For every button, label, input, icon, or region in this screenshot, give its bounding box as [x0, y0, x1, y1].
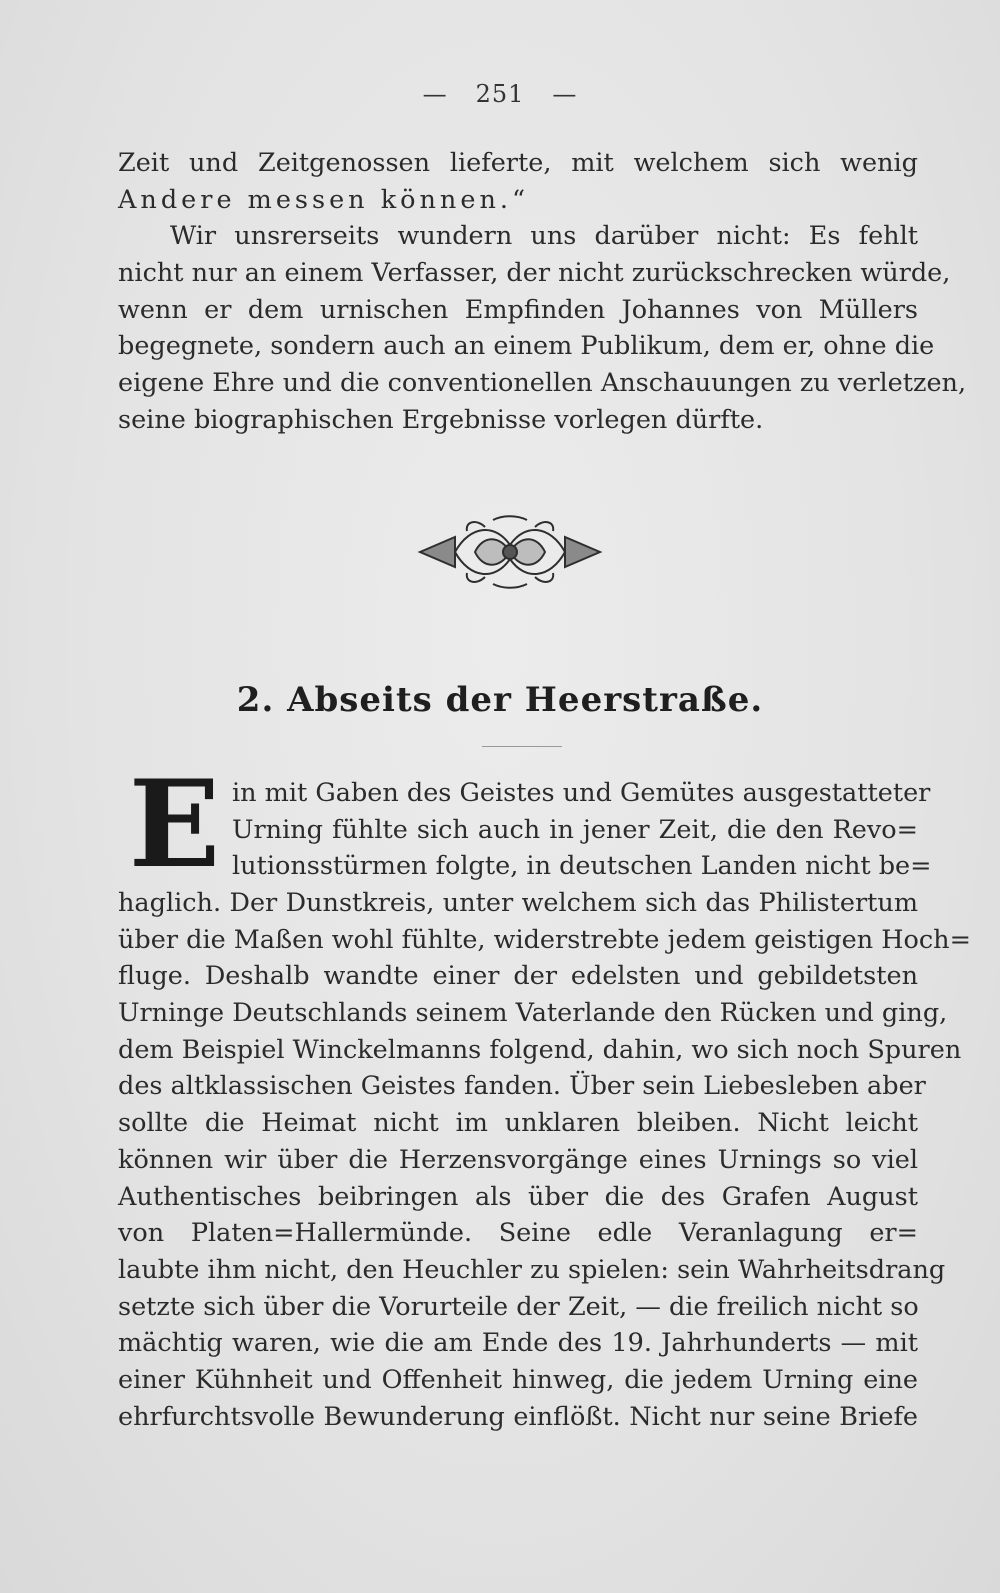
text-line: nicht nur an einem Verfasser, der nicht zurückschrecken würde,	[118, 258, 951, 289]
text-line: des altklassischen Geistes fanden. Über sein Liebesleben aber	[118, 1071, 926, 1102]
text-line: Urning fühlte sich auch in jener Zeit, die den Revo=	[232, 814, 918, 845]
text-line: eigene Ehre und die conventionellen Anschauungen zu verletzen,	[118, 368, 967, 399]
text-line: über die Maßen wohl fühlte, widerstrebte jedem geistigen Hoch=	[118, 924, 971, 955]
text-line: einer Kühnheit und Offenheit hinweg, die jedem Urning eine	[118, 1364, 918, 1395]
header-dash-right: —	[552, 80, 578, 108]
text-line: laubte ihm nicht, den Heuchler zu spielen: sein Wahrheitsdrang	[118, 1254, 946, 1285]
text-line: begegnete, sondern auch an einem Publikum, dem er, ohne die	[118, 331, 935, 362]
page-number: 251	[475, 80, 525, 108]
text-line: in mit Gaben des Geistes und Gemütes ausgestatteter	[232, 778, 931, 808]
text-line: lutionsstürmen folgte, in deutschen Landen nicht be=	[232, 851, 932, 882]
section-heading: 2. Abseits der Heerstraße.	[236, 680, 764, 720]
text-line: fluge. Deshalb wandte einer der edelsten und gebildetsten	[118, 961, 918, 992]
text-line: von Platen=Hallermünde. Seine edle Veranlagung er=	[118, 1218, 918, 1249]
text-line: setzte sich über die Vorurteile der Zeit, — die freilich nicht so	[118, 1291, 919, 1322]
paragraph-2-indented	[232, 775, 932, 885]
text-line: Urninge Deutschlands seinem Vaterlande den Rücken und ging,	[118, 998, 948, 1029]
text-line: haglich. Der Dunstkreis, unter welchem sich das Philistertum	[118, 888, 918, 918]
page-header	[0, 80, 1000, 108]
text-line: Wir unsrerseits wundern uns darüber nicht: Es fehlt	[170, 221, 918, 252]
text-line: können wir über die Herzensvorgänge eines Urnings so viel	[118, 1144, 918, 1175]
paragraph-1	[118, 145, 967, 439]
text-line: dem Beispiel Winckelmanns folgend, dahin, wo sich noch Spuren	[118, 1034, 962, 1065]
text-line: Andere messen können.“	[118, 184, 530, 215]
text-line: sollte die Heimat nicht im unklaren bleiben. Nicht leicht	[118, 1108, 918, 1139]
text-line: Zeit und Zeitgenossen lieferte, mit welchem sich wenig	[118, 148, 918, 178]
header-dash-left: —	[422, 80, 448, 108]
text-line: mächtig waren, wie die am Ende des 19. Jahrhunderts — mit	[118, 1328, 918, 1359]
text-line: seine biographischen Ergebnisse vorlegen dürfte.	[118, 404, 764, 435]
drop-cap: E	[128, 754, 221, 895]
decorative-ornament-icon	[415, 515, 605, 590]
text-line: wenn er dem urnischen Empfinden Johannes von Müllers	[118, 294, 918, 325]
text-line: ehrfurchtsvolle Bewunderung einflößt. Nicht nur seine Briefe	[118, 1401, 918, 1432]
text-line: Authentisches beibringen als über die des Grafen August	[118, 1181, 918, 1212]
paragraph-2	[118, 885, 971, 1435]
heading-divider	[482, 746, 562, 747]
